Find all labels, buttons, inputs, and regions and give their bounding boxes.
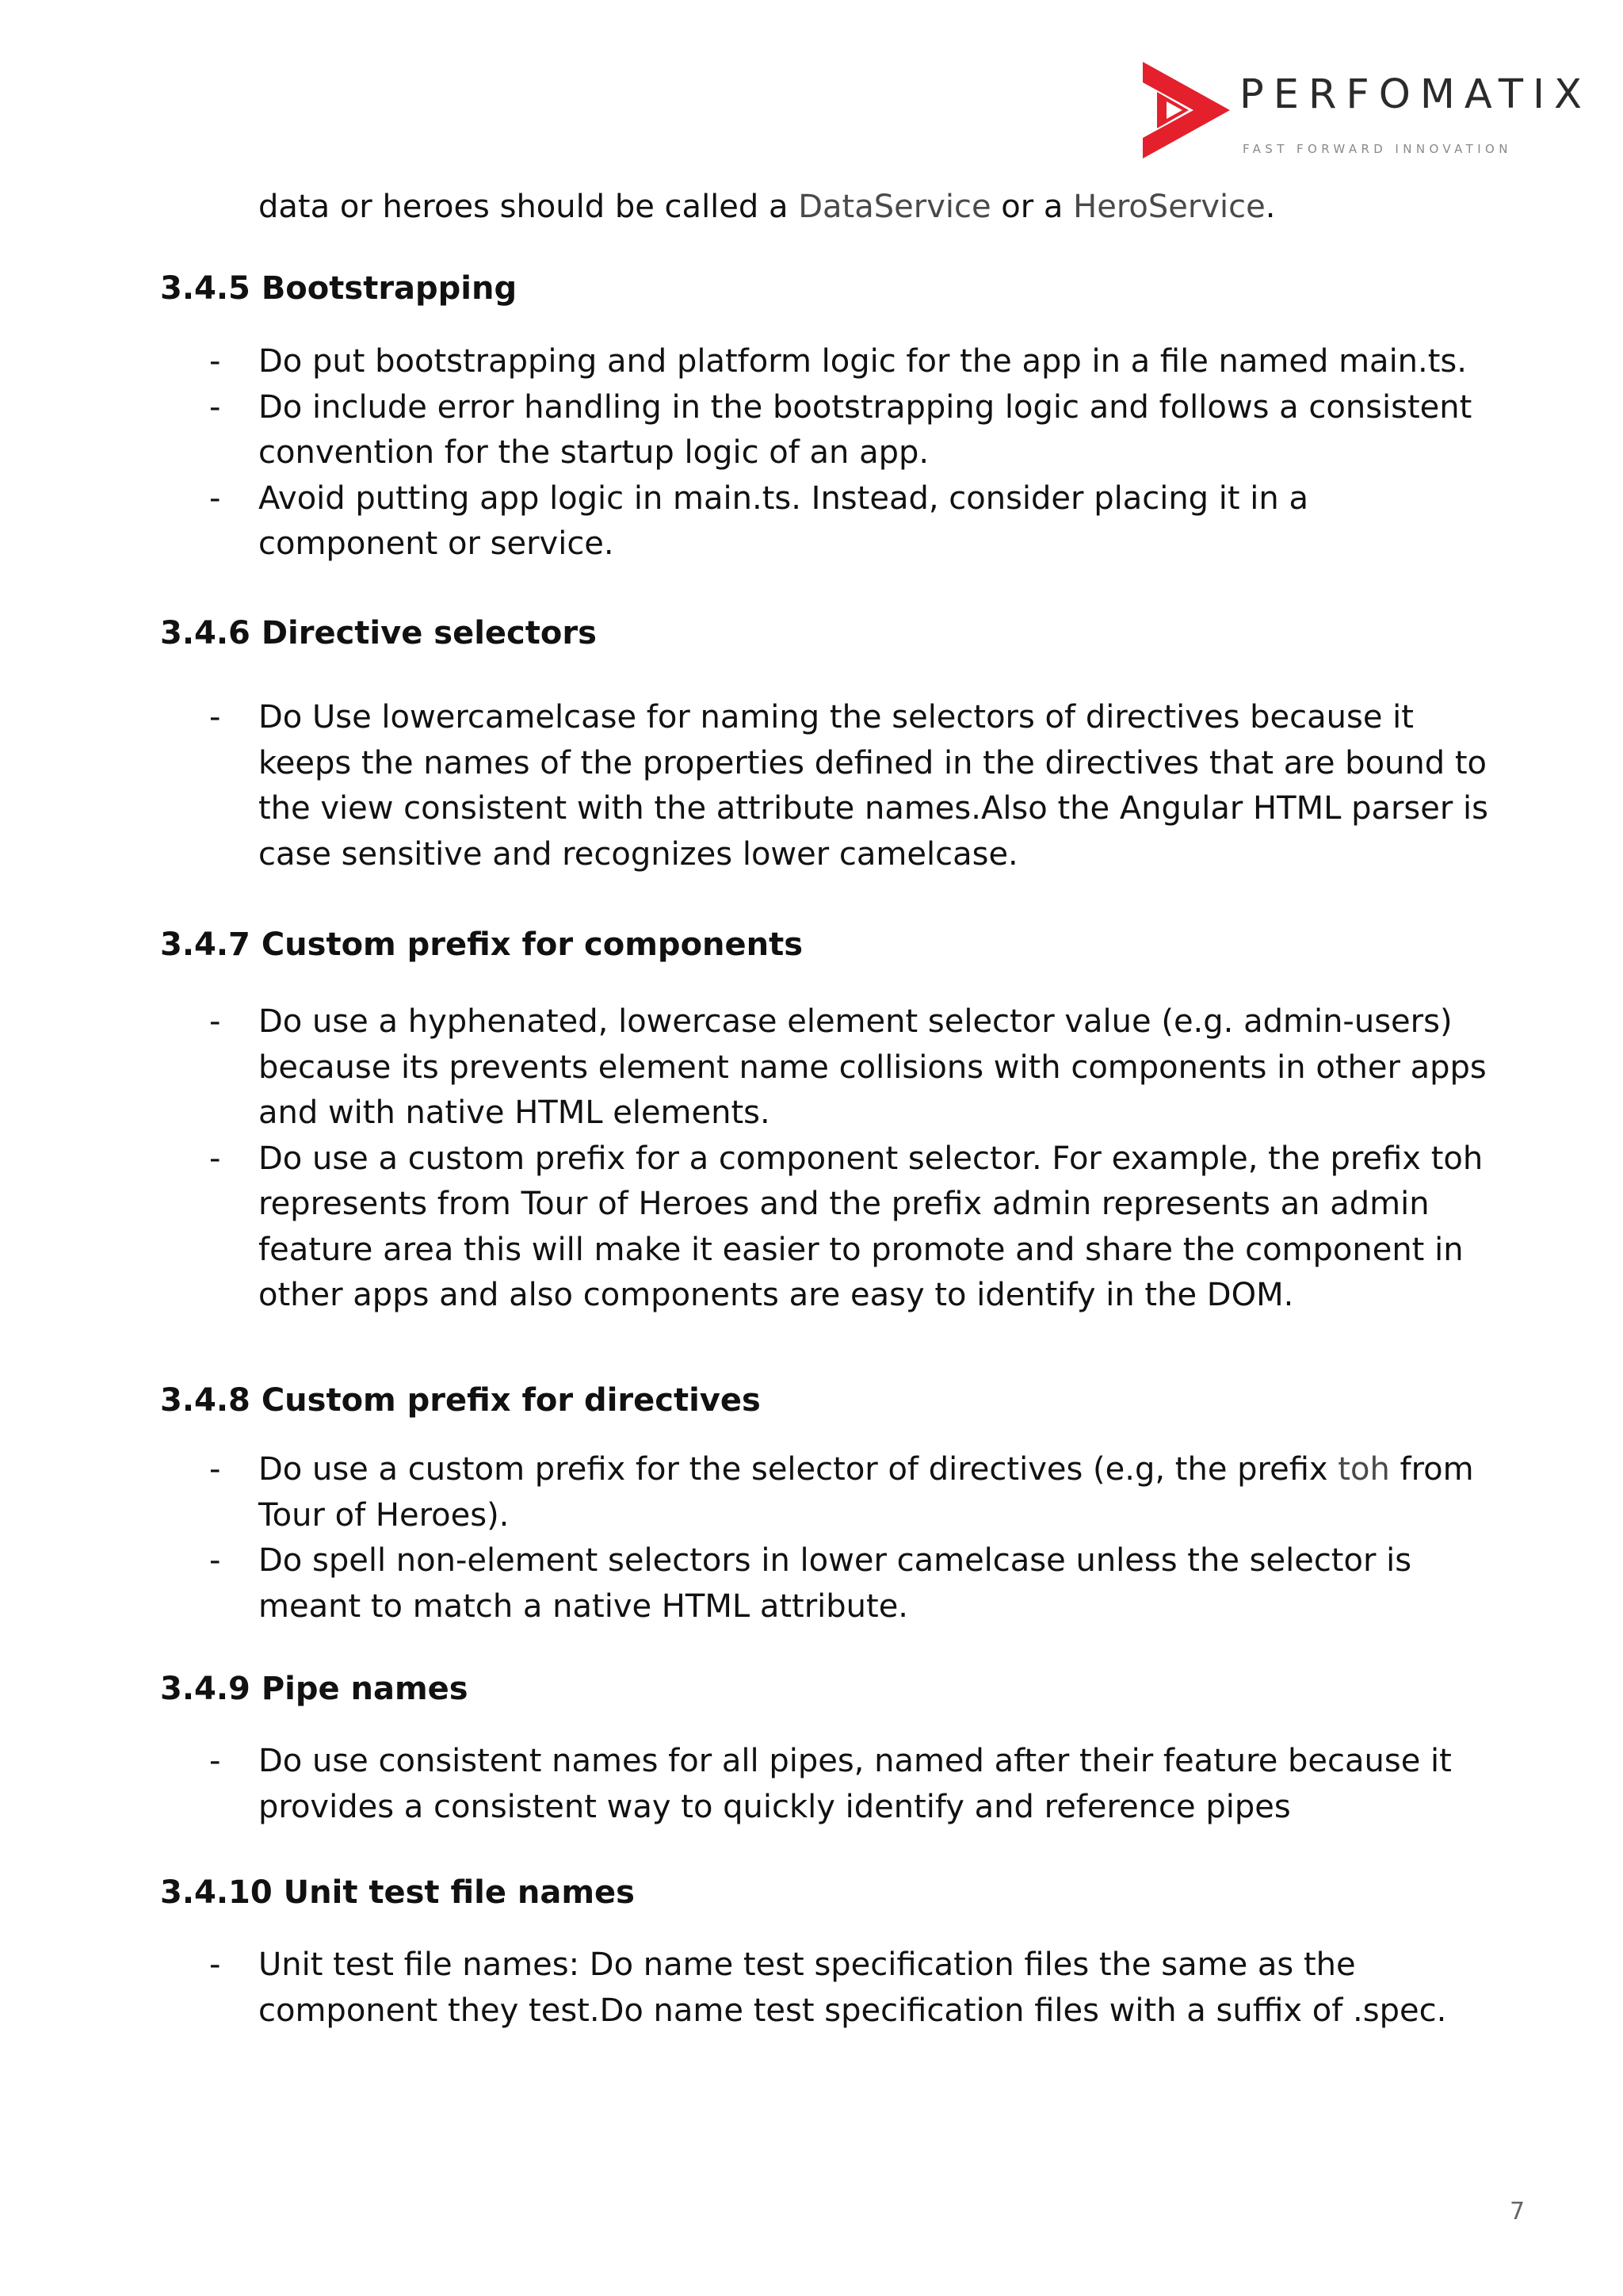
logo-wordmark: PERFOMATIX <box>1239 71 1591 118</box>
list-item-text: Unit test file names: Do name test specification files the same as the component they test.Do name test specification files with a suffix of .spec. <box>258 1946 1447 2029</box>
code-heroservice: HeroService <box>1073 189 1266 225</box>
list-item-text: Do put bootstrapping and platform logic for the app in a file named main.ts. <box>258 343 1467 380</box>
bullet-dash: - <box>209 1451 221 1488</box>
bullet-dash: - <box>209 1542 221 1579</box>
list-item <box>160 476 1491 567</box>
perfomatix-logo <box>1143 62 1591 165</box>
bullet-dash: - <box>209 1743 221 1779</box>
bullet-dash: - <box>209 1003 221 1040</box>
bullet-list-pipe-names <box>160 1739 1491 1830</box>
list-item-text: Do use a custom prefix for a component selector. For example, the prefix toh represents from Tour of Heroes and the prefix admin represents an admin feature area this will make it easier to promote and share the component in other apps and also components are easy to identify in the DOM. <box>258 1140 1484 1313</box>
bullet-list-directive-selectors <box>160 695 1491 877</box>
list-item-text: Do use a hyphenated, lowercase element selector value (e.g. admin-users) because its prevents element name collisions with components in other apps and with native HTML elements. <box>258 1003 1487 1131</box>
bullet-dash: - <box>209 479 221 517</box>
code-toh: toh <box>1338 1451 1390 1488</box>
section-heading-unit-test-file-names: 3.4.10 Unit test file names <box>160 1874 635 1911</box>
continuation-paragraph <box>258 184 1275 230</box>
list-item <box>160 1137 1491 1319</box>
continuation-text-middle: or a <box>991 189 1074 225</box>
section-heading-custom-prefix-components: 3.4.7 Custom prefix for components <box>160 926 804 963</box>
bullet-dash: - <box>209 1946 221 1983</box>
list-item <box>160 385 1491 476</box>
bullet-dash: - <box>209 1140 221 1177</box>
section-heading-pipe-names: 3.4.9 Pipe names <box>160 1671 468 1707</box>
continuation-text-before: data or heroes should be called a <box>258 189 799 225</box>
section-heading-custom-prefix-directives: 3.4.8 Custom prefix for directives <box>160 1382 761 1419</box>
list-item <box>160 1447 1491 1538</box>
logo-tagline: FAST FORWARD INNOVATION <box>1243 142 1512 156</box>
list-item-text-before: Do use a custom prefix for the selector of directives (e.g, the prefix <box>258 1451 1338 1488</box>
list-item-text: Do include error handling in the bootstrapping logic and follows a consistent convention for the startup logic of an app. <box>258 388 1472 471</box>
list-item <box>160 1538 1491 1629</box>
bullet-list-bootstrapping <box>160 339 1491 567</box>
list-item-text: Do Use lowercamelcase for naming the selectors of directives because it keeps the names of the properties defined in the directives that are bound to the view consistent with the attribute names.Also the Angular HTML parser is case sensitive and recognizes lower camelcase. <box>258 699 1488 873</box>
bullet-list-custom-prefix-directives <box>160 1447 1491 1629</box>
page-number: 7 <box>1510 2198 1526 2225</box>
list-item <box>160 695 1491 877</box>
perfomatix-logo-mark-icon <box>1143 62 1230 159</box>
bullet-list-custom-prefix-components <box>160 999 1491 1319</box>
bullet-dash: - <box>209 699 221 735</box>
section-heading-directive-selectors: 3.4.6 Directive selectors <box>160 615 597 651</box>
bullet-dash: - <box>209 388 221 426</box>
list-item <box>160 339 1491 385</box>
list-item-text: Do use consistent names for all pipes, named after their feature because it provides a consistent way to quickly identify and reference pipes <box>258 1743 1452 1825</box>
list-item <box>160 1943 1491 2034</box>
bullet-dash: - <box>209 343 221 380</box>
section-heading-bootstrapping: 3.4.5 Bootstrapping <box>160 270 517 307</box>
list-item <box>160 999 1491 1137</box>
code-dataservice: DataService <box>798 189 991 225</box>
list-item-text: Avoid putting app logic in main.ts. Instead, consider placing it in a component or service. <box>258 479 1308 562</box>
list-item <box>160 1739 1491 1830</box>
bullet-list-unit-test-file-names <box>160 1943 1491 2034</box>
continuation-text-after: . <box>1265 189 1276 225</box>
list-item-text-after: from Tour of Heroes). <box>258 1451 1474 1534</box>
list-item-text: Do spell non-element selectors in lower camelcase unless the selector is meant to match a native HTML attribute. <box>258 1542 1412 1625</box>
